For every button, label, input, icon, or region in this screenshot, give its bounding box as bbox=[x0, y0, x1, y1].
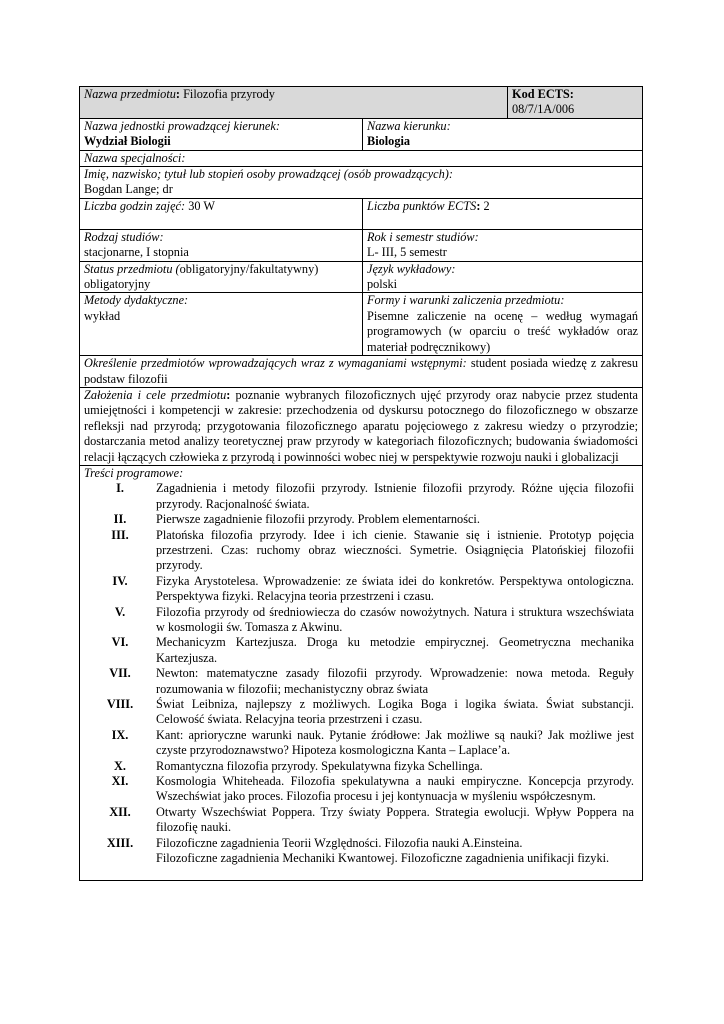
program-item-number: IX. bbox=[111, 727, 129, 742]
study-type-value: stacjonarne, I stopnia bbox=[84, 245, 189, 260]
syllabus-page bbox=[79, 86, 642, 881]
study-type-row bbox=[80, 229, 643, 261]
goals-value: poznanie wybranych filozoficznych ujęć przyrody oraz nabycie przez studenta umiejętności i kompetencji w zakresie: przechodzenia od dyskursu potocznego do filozoficznego w obszarze refleksji nad przyrodą; przygotowania filozoficznego aparatu pojęciowego z zakresu wiedzy o przyrodzie; dostarczania metod analizy teoretycznej praw przyrody w kategoriach filozoficznych; budowania świadomości relacji łączących człowieka z przyrodą i powinności wobec niej w perspektywie rozwoju nauki i globalizacji bbox=[84, 387, 638, 464]
program-item bbox=[84, 774, 638, 805]
field-value: Biologia bbox=[367, 134, 411, 149]
language-label: Język wykładowy: bbox=[367, 261, 456, 276]
program-item-text: Zagadnienia i metody filozofii przyrody. Istnienie filozofii przyrody. Różne ujęcia filozofii przyrody. Racjonalność świata. bbox=[156, 481, 634, 511]
hours-value: 30 W bbox=[188, 198, 215, 213]
ects-code-value: 08/7/1A/006 bbox=[512, 102, 575, 117]
study-type-label: Rodzaj studiów: bbox=[84, 229, 164, 244]
subject-row bbox=[80, 87, 643, 119]
specialty-cell bbox=[80, 150, 643, 166]
program-item bbox=[84, 697, 638, 728]
field-label: Nazwa kierunku: bbox=[367, 118, 451, 133]
prerequisites-cell bbox=[80, 356, 643, 388]
program-item-number: VIII. bbox=[106, 697, 134, 712]
language-value: polski bbox=[367, 277, 398, 292]
program-item-text: Otwarty Wszechświat Poppera. Trzy światy Poppera. Strategia ewolucji. Wpływ Poppera na filozofię nauki. bbox=[156, 804, 634, 835]
hours-row bbox=[80, 198, 643, 229]
prerequisites-row bbox=[80, 356, 643, 388]
program-item-text: Newton: matematyczne zasady filozofii przyrody. Wprowadzenie: nowa metoda. Reguły rozumowania w filozofii; mechanistyczny obraz świata bbox=[156, 666, 634, 696]
ects-points-cell: Liczba punktów ECTS: 2 bbox=[363, 198, 643, 229]
program-item bbox=[84, 635, 638, 666]
program-item-number: XII. bbox=[109, 804, 131, 819]
methods-cell bbox=[80, 293, 363, 356]
field-cell bbox=[363, 118, 643, 150]
syllabus-table bbox=[79, 86, 643, 881]
program-item-text: Kant: aprioryczne warunki nauk. Pytanie źródłowe: Jak możliwe są nauki? Jak możliwe jest czyste przyrodoznawstwo? Hipoteza kosmologiczna Kanta – Laplace’a. bbox=[156, 727, 634, 758]
program-item-text: Pierwsze zagadnienie filozofii przyrody. Problem elementarności. bbox=[156, 512, 480, 527]
year-semester-cell bbox=[363, 229, 643, 261]
program-item bbox=[84, 851, 638, 866]
program-item bbox=[84, 512, 638, 527]
program-item-number: X. bbox=[114, 758, 126, 773]
program-item bbox=[84, 759, 638, 774]
assessment-cell bbox=[363, 293, 643, 356]
status-row bbox=[80, 261, 643, 293]
specialty-row bbox=[80, 150, 643, 166]
program-item-number: V. bbox=[114, 604, 126, 619]
program-item-number: I. bbox=[116, 481, 124, 496]
program-item-number: II. bbox=[113, 512, 127, 527]
lecturer-row bbox=[80, 167, 643, 199]
program-item bbox=[84, 836, 638, 851]
program-item-text: Kosmologia Whiteheada. Filozofia spekulatywna a nauki empiryczne. Koncepcja przyrody. Wszechświat jako proces. Filozofia procesu i jej kontynuacja w myśleniu współczesnym. bbox=[156, 774, 634, 804]
ects-code-cell bbox=[508, 87, 643, 119]
program-item-number: VII. bbox=[109, 666, 131, 681]
subject-value: Filozofia przyrody bbox=[183, 87, 275, 101]
subject-cell: Nazwa przedmiotu: Filozofia przyrody bbox=[80, 87, 508, 119]
status-label-a: Status przedmiotu ( bbox=[84, 261, 180, 276]
goals-label: Założenia i cele przedmiotu bbox=[84, 387, 227, 402]
methods-label: Metody dydaktyczne: bbox=[84, 293, 189, 308]
language-cell bbox=[363, 261, 643, 293]
goals-cell: Założenia i cele przedmiotu: poznanie wybranych filozoficznych ujęć przyrody oraz nabycie przez studenta umiejętności i kompetencji w zakresie: przechodzenia od dyskursu potocznego do filozoficznego w obszarze refleksji nad przyrodą; przygotowania filozoficznego aparatu pojęciowego z zakresu wiedzy o przyrodzie; dostarczania metod analizy teoretycznej praw przyrody w kategoriach filozoficznych; budowania świadomości relacji łączących człowieka z przyrodą i powinności wobec niej w perspektywie rozwoju nauki i globalizacji bbox=[80, 387, 643, 465]
study-type-cell bbox=[80, 229, 363, 261]
program-item-number bbox=[84, 851, 156, 866]
status-value: obligatoryjny bbox=[84, 277, 151, 292]
lecturer-value: Bogdan Lange; dr bbox=[84, 182, 173, 197]
methods-value: wykład bbox=[84, 308, 121, 323]
methods-row bbox=[80, 293, 643, 356]
program-label: Treści programowe: bbox=[84, 465, 184, 480]
prerequisites-label: Określenie przedmiotów wprowadzających wraz z wymaganiami wstępnymi: bbox=[84, 356, 467, 371]
program-cell bbox=[80, 465, 643, 880]
program-item bbox=[84, 728, 638, 759]
status-label-b: obligatoryjny/fakultatywny) bbox=[179, 261, 319, 276]
program-item bbox=[84, 605, 638, 636]
program-item-text: Filozoficzne zagadnienia Teorii Względności. Filozofia nauki A.Einsteina. bbox=[156, 835, 523, 850]
unit-row bbox=[80, 118, 643, 150]
program-list bbox=[84, 481, 638, 866]
status-cell bbox=[80, 261, 363, 293]
subject-label: Nazwa przedmiotu bbox=[84, 87, 176, 101]
assessment-label: Formy i warunki zaliczenia przedmiotu: bbox=[367, 293, 565, 308]
unit-label: Nazwa jednostki prowadzącej kierunek: bbox=[84, 118, 280, 133]
hours-cell bbox=[80, 198, 363, 229]
unit-value: Wydział Biologii bbox=[84, 134, 171, 149]
program-item bbox=[84, 574, 638, 605]
program-item-number: IV. bbox=[112, 573, 128, 588]
ects-code-label: Kod ECTS: bbox=[512, 87, 574, 101]
lecturer-label: Imię, nazwisko; tytuł lub stopień osoby prowadzącej (osób prowadzących): bbox=[84, 167, 453, 182]
program-item-text: Świat Leibniza, najlepszy z możliwych. Logika Boga i logika świata. Świat substancji. Celowość świata. Relacyjna teoria przestrzeni i czasu. bbox=[156, 697, 634, 727]
program-row bbox=[80, 465, 643, 880]
goals-row bbox=[80, 387, 643, 465]
specialty-label: Nazwa specjalności: bbox=[84, 150, 186, 165]
program-item-text: Mechanicyzm Kartezjusza. Droga ku metodzie empirycznej. Geometryczna mechanika Kartezjusza. bbox=[156, 635, 634, 665]
program-item-number: XIII. bbox=[106, 835, 134, 850]
program-item bbox=[84, 805, 638, 836]
program-item-number: XI. bbox=[111, 774, 129, 789]
program-item-text: Filozoficzne zagadnienia Mechaniki Kwantowej. Filozoficzne zagadnienia unifikacji fizyki. bbox=[156, 851, 610, 866]
program-item-text: Romantyczna filozofia przyrody. Spekulatywna fizyka Schellinga. bbox=[156, 758, 483, 773]
program-item-text: Filozofia przyrody od średniowiecza do czasów nowożytnych. Natura i struktura wszechświata w kosmologii św. Tomasza z Akwinu. bbox=[156, 604, 634, 634]
program-item-text: Platońska filozofia przyrody. Idee i ich cienie. Stawanie się i istnienie. Prototyp pojęcia przestrzeni. Czas: ruchomy obraz wieczności. Symetrie. Osiągnięcia Platońskiej filozofii przyrody. bbox=[156, 527, 634, 573]
ects-points-value: 2 bbox=[483, 198, 490, 213]
ects-points-label: Liczba punktów ECTS bbox=[367, 198, 477, 213]
year-semester-value: L- III, 5 semestr bbox=[367, 245, 447, 260]
program-item bbox=[84, 666, 638, 697]
hours-label: Liczba godzin zajęć: bbox=[84, 198, 186, 213]
unit-cell bbox=[80, 118, 363, 150]
program-item-number: VI. bbox=[111, 635, 129, 650]
lecturer-cell bbox=[80, 167, 643, 199]
assessment-value: Pisemne zaliczenie na ocenę – według wymagań programowych (w oparciu o treść wykładów oraz materiał podręcznikowy) bbox=[367, 308, 638, 354]
program-item bbox=[84, 528, 638, 574]
program-item bbox=[84, 481, 638, 512]
year-semester-label: Rok i semestr studiów: bbox=[367, 229, 479, 244]
prerequisites-value: student posiada wiedzę z zakresu podstaw filozofii bbox=[84, 356, 638, 386]
program-item-text: Fizyka Arystotelesa. Wprowadzenie: ze świata idei do konkretów. Perspektywa ontologiczna. Perspektywa fizyki. Relacyjna teoria przestrzeni i czasu. bbox=[156, 573, 634, 604]
program-item-number: III. bbox=[111, 527, 129, 542]
